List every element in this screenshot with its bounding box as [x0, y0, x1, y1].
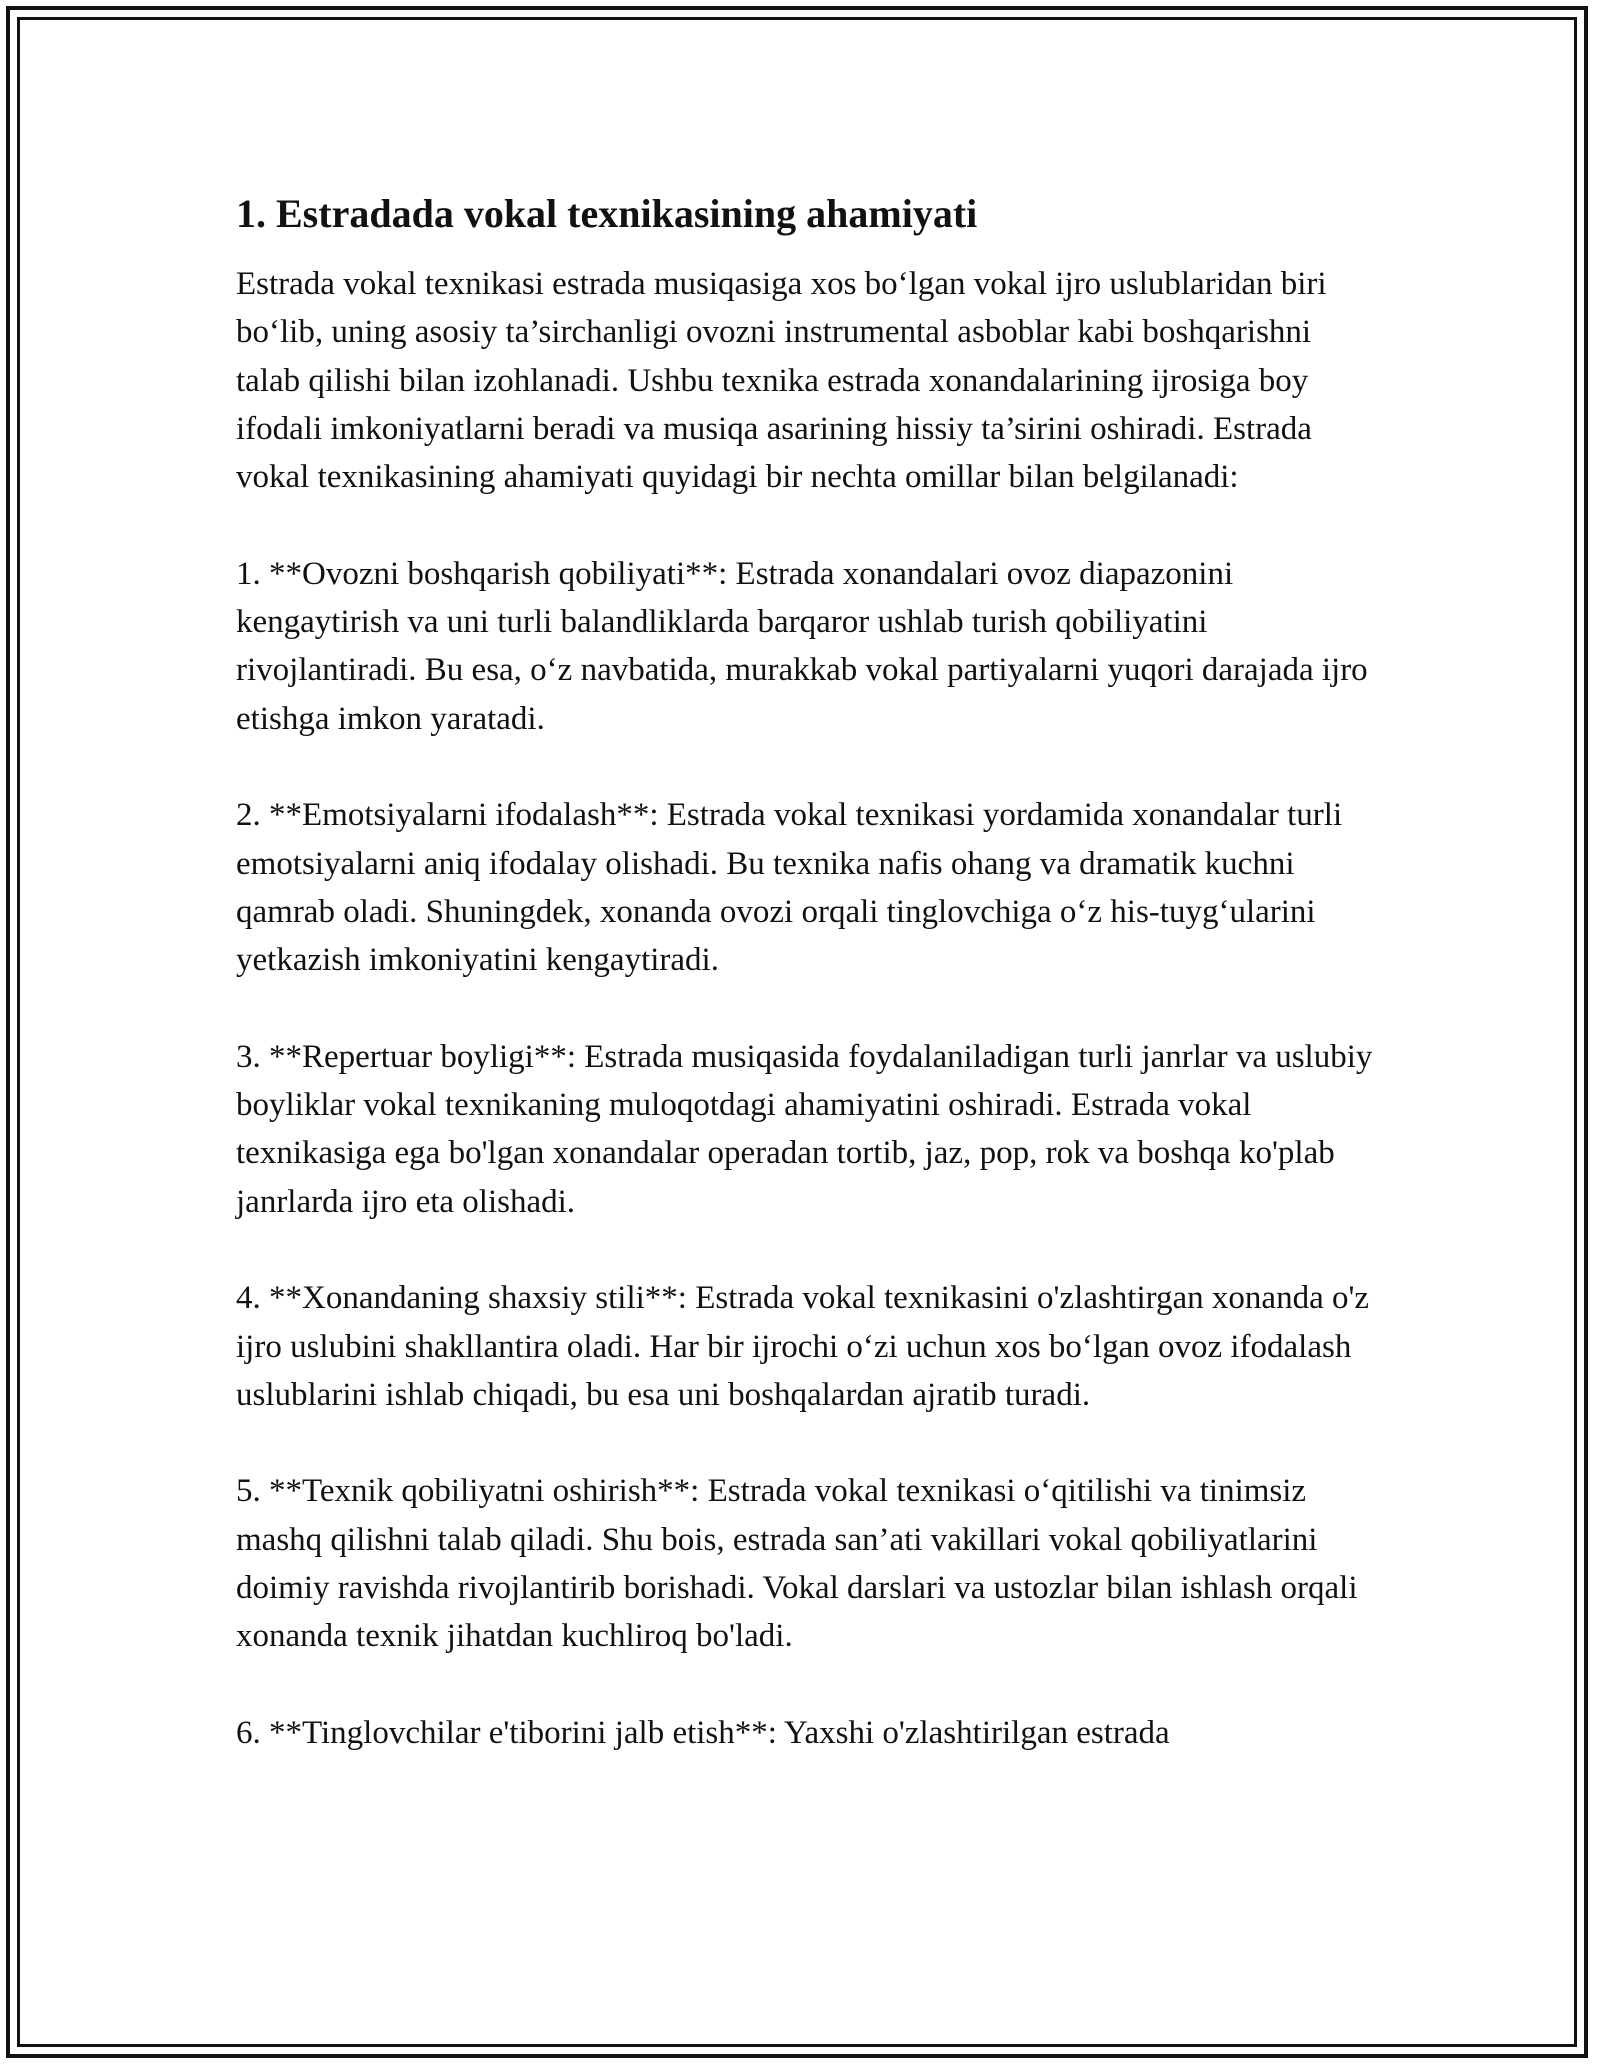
list-item-5: 5. **Texnik qobiliyatni oshirish**: Estrada vokal texnikasi o‘qitilishi va tinimsiz mashq qilishni talab qiladi. Shu bois, estrada san’ati vakillari vokal qobiliyatlarini doimiy ravishda rivojlantirib borishadi. Vokal darslari va ustozlar bilan ishlash orqali xonanda texnik jihatdan kuchliroq bo'ladi.: [236, 1473, 1358, 1655]
list-item-1: 1. **Ovozni boshqarish qobiliyati**: Estrada xonandalari ovoz diapazonini kengaytirish va uni turli balandliklarda barqaror ushlab turish qobiliyatini rivojlantiradi. Bu esa, o‘z navbatida, murakkab vokal partiyalarni yuqori darajada ijro etishga imkon yaratadi.: [236, 555, 1368, 737]
list-item-6: 6. **Tinglovchilar e'tiborini jalb etish**: Yaxshi o'zlashtirilgan estrada: [236, 1714, 1170, 1751]
list-item-2: 2. **Emotsiyalarni ifodalash**: Estrada vokal texnikasi yordamida xonandalar turli emotsiyalarni aniq ifodalay olishadi. Bu texnika nafis ohang va dramatik kuchni qamrab oladi. Shuningdek, xonanda ovozi orqali tinglovchiga o‘z his-tuyg‘ularini yetkazish imkoniyatini kengaytiradi.: [236, 797, 1343, 979]
intro-paragraph: Estrada vokal texnikasi estrada musiqasiga xos bo‘lgan vokal ijro uslublaridan biri bo‘lib, uning asosiy ta’sirchanligi ovozni instrumental asboblar kabi boshqarishni talab qilishi bilan izohlanadi. Ushbu texnika estrada xonandalarining ijrosiga boy ifodali imkoniyatlarni beradi va musiqa asarining hissiy ta’sirini oshiradi. Estrada vokal texnikasining ahamiyati quyidagi bir nechta omillar bilan belgilanadi:: [236, 266, 1327, 496]
document-title: 1. Estradada vokal texnikasining ahamiyati: [236, 191, 978, 236]
list-item-3: 3. **Repertuar boyligi**: Estrada musiqasida foydalaniladigan turli janrlar va uslubiy boyliklar vokal texnikaning muloqotdagi ahamiyatini oshiradi. Estrada vokal texnikasiga ega bo'lgan xonandalar operadan tortib, jaz, pop, rok va boshqa ko'plab janrlarda ijro eta olishadi.: [236, 1038, 1373, 1220]
document-body: [236, 184, 1376, 1806]
list-item-4: 4. **Xonandaning shaxsiy stili**: Estrada vokal texnikasini o'zlashtirgan xonanda o'z ijro uslubini shakllantira oladi. Har bir ijrochi o‘zi uchun xos bo‘lgan ovoz ifodalash uslublarini ishlab chiqadi, bu esa uni boshqalardan ajratib turadi.: [236, 1280, 1370, 1413]
